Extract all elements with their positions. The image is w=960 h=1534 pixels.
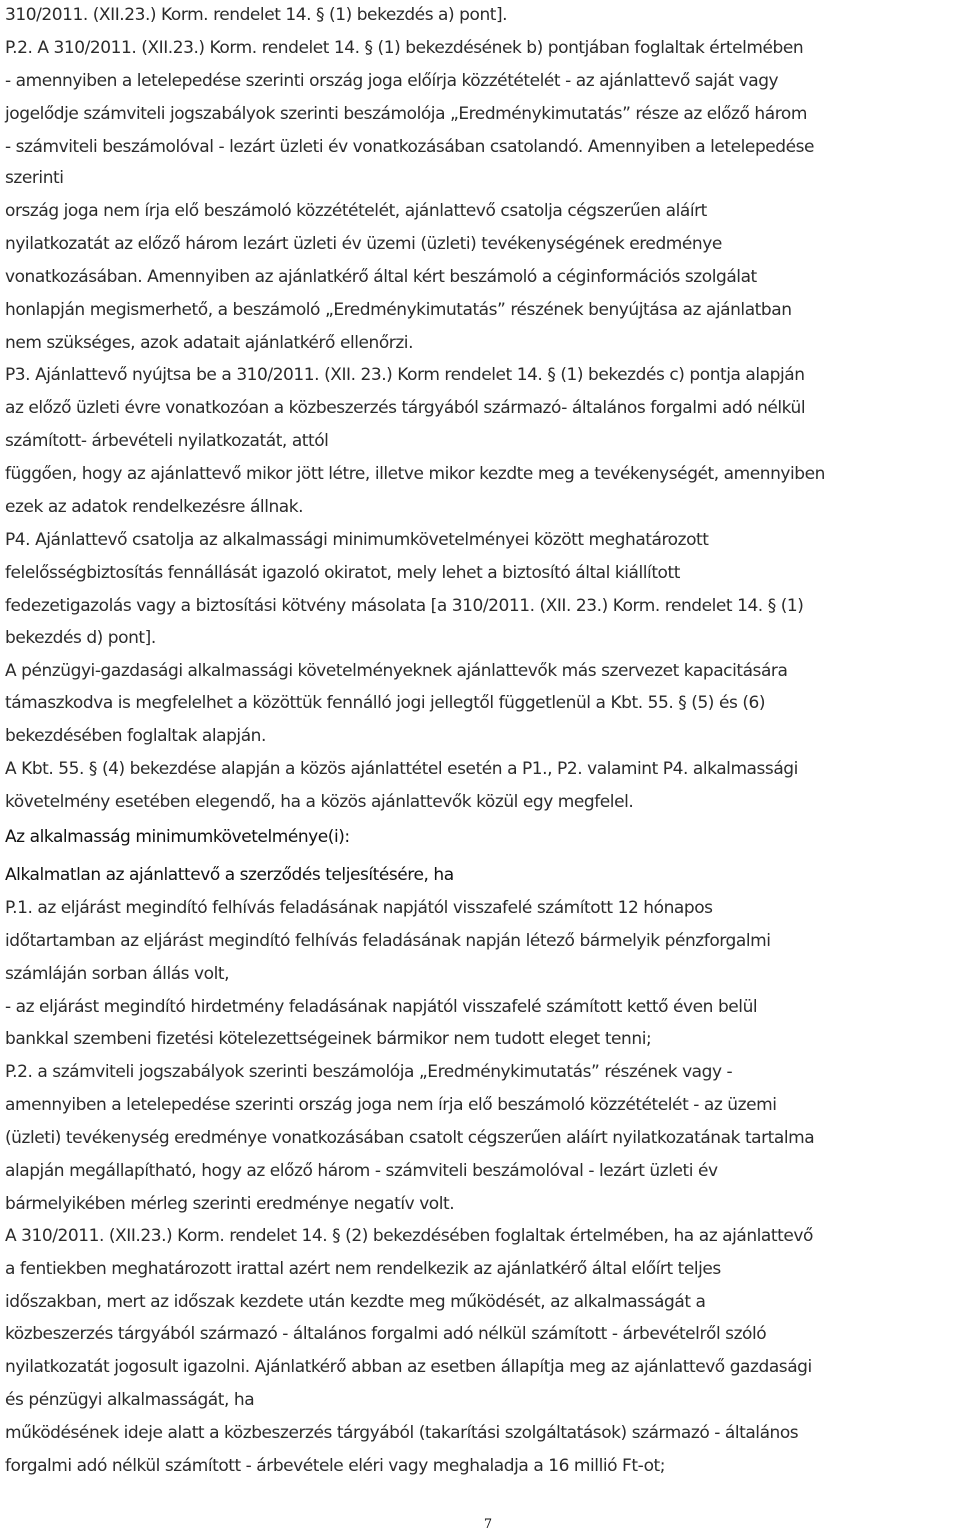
text-line: - amennyiben a letelepedése szerinti ország joga előírja közzétételét - az ajánlattevő saját vagy: [5, 71, 779, 91]
text-line: P3. Ajánlattevő nyújtsa be a 310/2011. (XII. 23.) Korm rendelet 14. § (1) bekezdés c) pontja alapján: [5, 365, 805, 385]
text-line: alapján megállapítható, hogy az előző három - számviteli beszámolóval - lezárt üzleti év: [5, 1161, 718, 1181]
text-line: honlapján megismerhető, a beszámoló „Eredménykimutatás” részének benyújtása az ajánlatban: [5, 300, 792, 320]
text-line: működésének ideje alatt a közbeszerzés tárgyából (takarítási szolgáltatások) származó - általános: [5, 1423, 799, 1443]
text-line: a fentiekben meghatározott irattal azért nem rendelkezik az ajánlatkérő által előírt teljes: [5, 1259, 721, 1279]
text-line: függően, hogy az ajánlattevő mikor jött létre, illetve mikor kezdte meg a tevékenységét, amennyiben: [5, 464, 825, 484]
text-line: számláján sorban állás volt,: [5, 964, 230, 984]
text-line: bekezdésében foglaltak alapján.: [5, 726, 266, 746]
text-line: időtartamban az eljárást megindító felhívás feladásának napján létező bármelyik pénzforgalmi: [5, 931, 771, 951]
text-line: - számviteli beszámolóval - lezárt üzleti év vonatkozásában csatolandó. Amennyiben a letelepedése: [5, 137, 815, 157]
text-line: nem szükséges, azok adatait ajánlatkérő ellenőrzi.: [5, 333, 414, 353]
text-line: P.2. a számviteli jogszabályok szerinti beszámolója „Eredménykimutatás” részének vagy -: [5, 1062, 733, 1082]
text-line: A 310/2011. (XII.23.) Korm. rendelet 14. § (2) bekezdésében foglaltak értelmében, ha az ajánlattevő: [5, 1226, 813, 1246]
text-line: forgalmi adó nélkül számított - árbevétele eléri vagy meghaladja a 16 millió Ft-ot;: [5, 1456, 666, 1476]
text-line: ezek az adatok rendelkezésre állnak.: [5, 497, 304, 517]
text-line: A Kbt. 55. § (4) bekezdése alapján a közös ajánlattétel esetén a P1., P2. valamint P4. alkalmassági: [5, 759, 798, 779]
text-line: nyilatkozatát az előző három lezárt üzleti év üzemi (üzleti) tevékenységének eredménye: [5, 234, 722, 254]
text-line: és pénzügyi alkalmasságát, ha: [5, 1390, 255, 1410]
text-line: jogelődje számviteli jogszabályok szerinti beszámolója „Eredménykimutatás” része az előző három: [5, 104, 807, 124]
text-line: vonatkozásában. Amennyiben az ajánlatkérő által kért beszámoló a céginformációs szolgálat: [5, 267, 757, 287]
text-line: az előző üzleti évre vonatkozóan a közbeszerzés tárgyából származó- általános forgalmi adó nélkül: [5, 398, 806, 418]
text-line: bankkal szembeni fizetési kötelezettségeinek bármikor nem tudott eleget tenni;: [5, 1029, 652, 1049]
text-line: - az eljárást megindító hirdetmény feladásának napjától visszafelé számított kettő éven belül: [5, 997, 758, 1017]
text-line: A pénzügyi-gazdasági alkalmassági követelményeknek ajánlattevők más szervezet kapacitására: [5, 661, 788, 681]
text-line: P.2. A 310/2011. (XII.23.) Korm. rendelet 14. § (1) bekezdésének b) pontjában foglaltak értelmében: [5, 38, 804, 58]
text-line: közbeszerzés tárgyából származó - általános forgalmi adó nélkül számított - árbevételről szóló: [5, 1324, 767, 1344]
text-line: számított- árbevételi nyilatkozatát, attól: [5, 431, 329, 451]
text-line: (üzleti) tevékenység eredménye vonatkozásában csatolt cégszerűen aláírt nyilatkozatának tartalma: [5, 1128, 815, 1148]
text-line: felelősségbiztosítás fennállását igazoló okiratot, mely lehet a biztosító által kiállított: [5, 563, 680, 583]
text-line: amennyiben a letelepedése szerinti ország joga nem írja elő beszámoló közzétételét - az üzemi: [5, 1095, 777, 1115]
text-line: szerinti: [5, 168, 64, 188]
text-line: követelmény esetében elegendő, ha a közös ajánlattevők közül egy megfelel.: [5, 792, 634, 812]
text-line: 310/2011. (XII.23.) Korm. rendelet 14. § (1) bekezdés a) pont].: [5, 5, 508, 25]
text-line: ország joga nem írja elő beszámoló közzétételét, ajánlattevő csatolja cégszerűen aláírt: [5, 201, 707, 221]
text-line: időszakban, mert az időszak kezdete után kezdte meg működését, az alkalmasságát a: [5, 1292, 706, 1312]
page-number: 7: [483, 1517, 493, 1532]
text-line: P4. Ajánlattevő csatolja az alkalmassági minimumkövetelményei között meghatározott: [5, 530, 709, 550]
section-heading: Az alkalmasság minimumkövetelménye(i):: [5, 827, 350, 847]
text-line: Alkalmatlan az ajánlattevő a szerződés teljesítésére, ha: [5, 865, 454, 885]
text-line: bekezdés d) pont].: [5, 628, 156, 648]
text-line: bármelyikében mérleg szerinti eredménye negatív volt.: [5, 1194, 455, 1214]
text-line: nyilatkozatát jogosult igazolni. Ajánlatkérő abban az esetben állapítja meg az ajánlattevő gazdasági: [5, 1357, 812, 1377]
text-line: támaszkodva is megfelelhet a közöttük fennálló jogi jellegtől függetlenül a Kbt. 55. § (5) és (6): [5, 693, 766, 713]
text-line: P.1. az eljárást megindító felhívás feladásának napjától visszafelé számított 12 hónapos: [5, 898, 713, 918]
text-line: fedezetigazolás vagy a biztosítási kötvény másolata [a 310/2011. (XII. 23.) Korm. rendelet 14. § (1): [5, 596, 804, 616]
